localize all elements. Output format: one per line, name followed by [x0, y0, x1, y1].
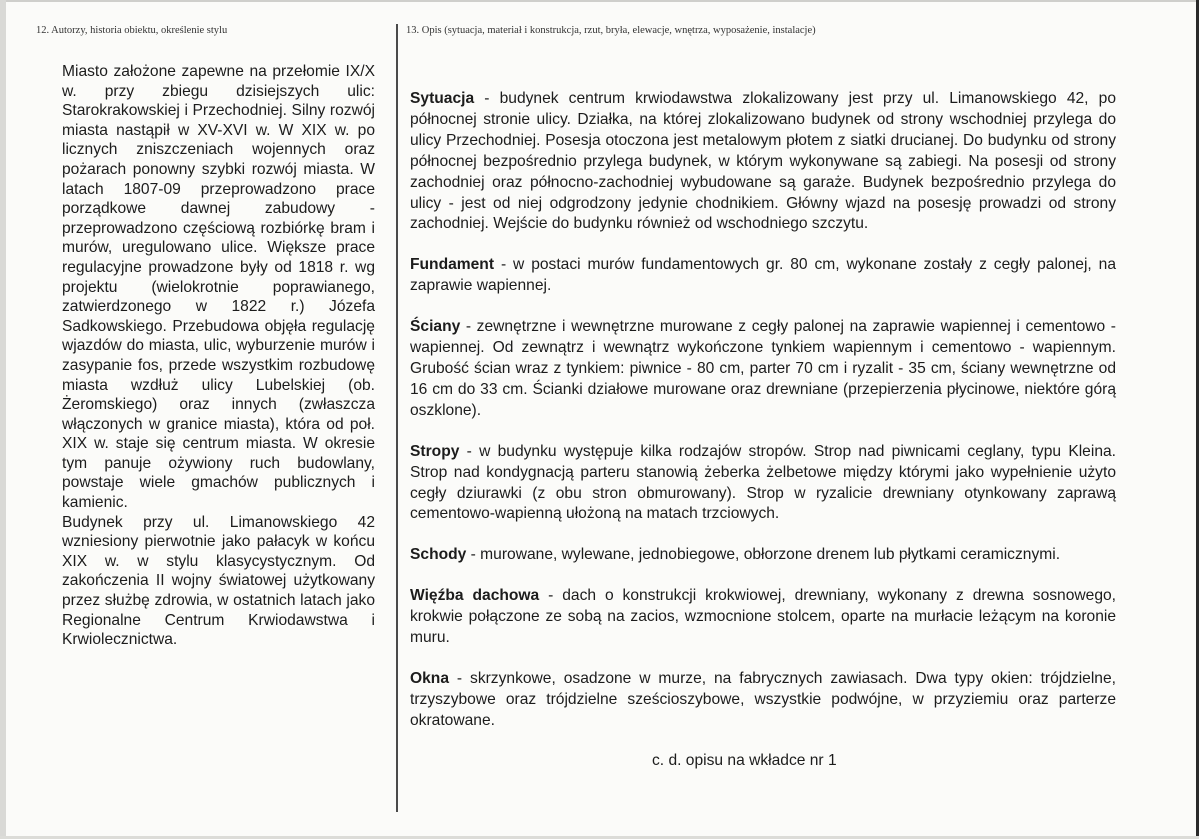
section-stropy	[410, 442, 1116, 526]
section-wiezba-dachowa	[410, 586, 1116, 649]
section-text: - murowane, wylewane, jednobiegowe, obłorzone drenem lub płytkami ceramicznymi.	[466, 546, 1061, 564]
section-heading: Stropy	[410, 442, 460, 460]
section-text: - w budynku występuje kilka rodzajów stropów. Strop nad piwnicami ceglany, typu Kleina. Strop nad kondygnacją parteru stanowią żeberka żelbetowe między którymi jako wypełnienie użyto cegły dziurawki (z obu stron obmurowany). Strop w ryzalicie drewniany otynkowany zaprawą cementowo-wapienną ułożoną na matach trzciowych.	[410, 442, 1116, 523]
section-text: - budynek centrum krwiodawstwa zlokalizowany jest przy ul. Limanowskiego 42, po północnej stronie ulicy. Działka, na której zlokalizowano budynek od strony wschodniej przylega do ulicy Przechodniej. Posesja otoczona jest metalowym płotem z siatki drucianej. Do budynku od strony północnej bezpośrednio przylega budynek, w którym wykonywane są zabiegi. Na posesji od strony zachodniej oraz północno-zachodniej wybudowane są garaże. Budynek bezpośrednio przylega do ulicy - jest od niej odgrodzony jedynie chodnikiem. Główny wjazd na posesję prowadzi od strony zachodniej. Wejście do budynku również od wschodniego szczytu.	[410, 90, 1116, 233]
section-text: - skrzynkowe, osadzone w murze, na fabrycznych zawiasach. Dwa typy okien: trójdzielne, trzyszybowe oraz trójdzielne sześcioszybowe, wszystkie podwójne, w przyziemiu oraz parterze okratowane.	[410, 669, 1116, 729]
page-top-edge	[0, 0, 1199, 2]
history-column	[62, 62, 375, 650]
description-column	[410, 89, 1116, 752]
page-left-edge	[0, 0, 6, 839]
section-sciany	[410, 317, 1116, 422]
left-column-header: 12. Autorzy, historia obiektu, określenie stylu	[36, 25, 228, 36]
section-schody	[410, 545, 1116, 566]
section-fundament	[410, 255, 1116, 297]
right-column-header: 13. Opis (sytuacja, materiał i konstrukcja, rzut, bryła, elewacje, wnętrza, wyposażenie, instalacje)	[406, 25, 816, 36]
section-heading: Okna	[410, 669, 449, 687]
section-heading: Więźba dachowa	[410, 587, 540, 605]
section-heading: Sytuacja	[410, 90, 475, 107]
section-heading: Fundament	[410, 256, 495, 274]
section-text: - dach o konstrukcji krokwiowej, drewniany, wykonany z drewna sosnowego, krokwie połączone ze sobą na zacios, wzmocnione stolcem, oparte na murłacie leżącym na koronie muru.	[410, 587, 1116, 647]
section-heading: Ściany	[410, 318, 461, 336]
section-text: - zewnętrzne i wewnętrzne murowane z cegły palonej na zaprawie wapiennej i cementowo - wapiennej. Od zewnątrz i wewnątrz wykończone tynkiem wapiennym i cementowo - wapiennym. Grubość ścian wraz z tynkiem: piwnice - 80 cm, parter 70 cm i ryzalit - 35 cm, ściany wewnętrzne od 16 cm do 33 cm. Ścianki działowe murowane oraz drewniane (przepierzenia płycinowe, niektóre górą oszklone).	[410, 318, 1116, 419]
history-paragraph-town: Miasto założone zapewne na przełomie IX/X w. przy zbiegu dzisiejszych ulic: Starokrakowskiej i Przechodniej. Silny rozwój miasta nastąpił w XV-XVI w. W XIX w. po licznych zniszczeniach wojennych oraz pożarach ponowny szybki rozwój miasta. W latach 1807-09 przeprowadzono prace porządkowe dawnej zabudowy - przeprowadzono częściową rozbiórkę bram i murów, uregulowano ulice. Większe prace regulacyjne prowadzone były od 1818 r. wg projektu (wielokrotnie poprawianego, zatwierdzonego w 1822 r.) Józefa Sadkowskiego. Przebudowa objęła regulację wjazdów do miasta, ulic, wyburzenie murów i zasypanie fos, przede wszystkim rozbudowę miasta wzdłuż ulicy Lubelskiej (ob. Żeromskiego) oraz innych (zwłaszcza włączonych w granice miasta), która od poł. XIX w. staje się centrum miasta. W okresie tym panuje ożywiony ruch budowlany, powstaje wiele gmachów publicznych i kamienic.	[62, 63, 375, 512]
section-heading: Schody	[410, 546, 467, 564]
section-sytuacja	[410, 89, 1116, 235]
column-divider	[396, 24, 398, 812]
history-paragraph-building: Budynek przy ul. Limanowskiego 42 wzniesiony pierwotnie jako pałacyk w końcu XIX w. w stylu klasycystycznym. Od zakończenia II wojny światowej użytkowany przez służbę zdrowia, w ostatnich latach jako Regionalne Centrum Krwiodawstwa i Krwiolecznictwa.	[62, 513, 375, 649]
continuation-note: c. d. opisu na wkładce nr 1	[652, 752, 837, 769]
section-text: - w postaci murów fundamentowych gr. 80 cm, wykonane zostały z cegły palonej, na zaprawie wapiennej.	[410, 256, 1116, 295]
section-okna	[410, 669, 1116, 732]
